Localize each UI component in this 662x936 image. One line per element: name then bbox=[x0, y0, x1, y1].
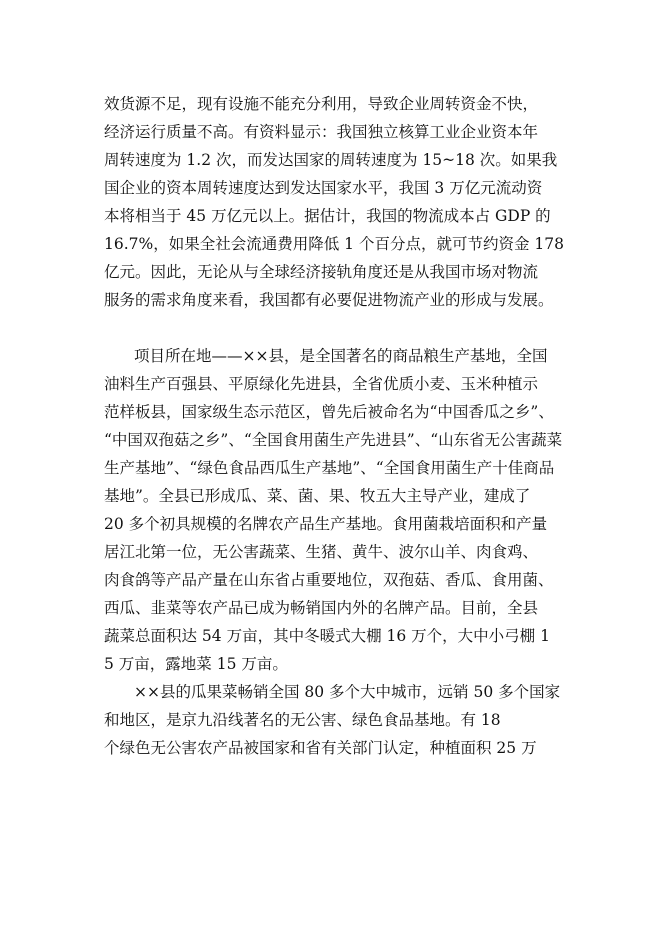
text-line: 效货源不足，现有设施不能充分利用，导致企业周转资金不快， bbox=[104, 95, 539, 113]
text-line: 西瓜、韭菜等农产品已成为畅销国内外的名牌产品。目前，全县 bbox=[104, 599, 539, 617]
text-line: 16.7%，如果全社会流通费用降低 1 个百分点，就可节约资金 178 bbox=[104, 235, 564, 253]
text-line: 国企业的资本周转速度达到发达国家水平，我国 3 万亿元流动资 bbox=[104, 179, 543, 197]
text-line: 生产基地”、“绿色食品西瓜生产基地”、“全国食用菌生产十佳商品 bbox=[104, 459, 555, 477]
text-line: 居江北第一位，无公害蔬菜、生猪、黄牛、波尔山羊、肉食鸡、 bbox=[104, 543, 539, 561]
text-line: 亿元。因此，无论从与全球经济接轨角度还是从我国市场对物流 bbox=[104, 263, 539, 281]
text-line: 周转速度为 1.2 次，而发达国家的周转速度为 15~18 次。如果我 bbox=[104, 151, 558, 169]
text-line: 经济运行质量不高。有资料显示：我国独立核算工业企业资本年 bbox=[104, 123, 539, 141]
text-line: ××县的瓜果菜畅销全国 80 多个大中城市，远销 50 多个国家 bbox=[134, 683, 561, 701]
text-line: 服务的需求角度来看，我国都有必要促进物流产业的形成与发展。 bbox=[104, 291, 554, 309]
text-line: 本将相当于 45 万亿元以上。据估计，我国的物流成本占 GDP 的 bbox=[104, 207, 551, 225]
text-line: 基地”。全县已形成瓜、菜、菌、果、牧五大主导产业，建成了 bbox=[104, 487, 531, 505]
text-line: 5 万亩，露地菜 15 万亩。 bbox=[104, 655, 288, 673]
text-line: 个绿色无公害农产品被国家和省有关部门认定，种植面积 25 万 bbox=[104, 739, 537, 757]
text-line: 项目所在地——××县，是全国著名的商品粮生产基地，全国 bbox=[134, 347, 548, 365]
text-line: 肉食鸽等产品产量在山东省占重要地位，双孢菇、香瓜、食用菌、 bbox=[104, 571, 554, 589]
text-line: “中国双孢菇之乡”、“全国食用菌生产先进县”、“山东省无公害蔬菜 bbox=[104, 431, 563, 449]
text-line: 油料生产百强县、平原绿化先进县，全省优质小麦、玉米种植示 bbox=[104, 375, 539, 393]
text-line: 范样板县，国家级生态示范区，曾先后被命名为“中国香瓜之乡”、 bbox=[104, 403, 554, 421]
text-line: 蔬菜总面积达 54 万亩，其中冬暖式大棚 16 万个，大中小弓棚 1 bbox=[104, 627, 550, 645]
text-line: 20 多个初具规模的名牌农产品生产基地。食用菌栽培面积和产量 bbox=[104, 515, 548, 533]
text-line: 和地区，是京九沿线著名的无公害、绿色食品基地。有 18 bbox=[104, 711, 501, 729]
